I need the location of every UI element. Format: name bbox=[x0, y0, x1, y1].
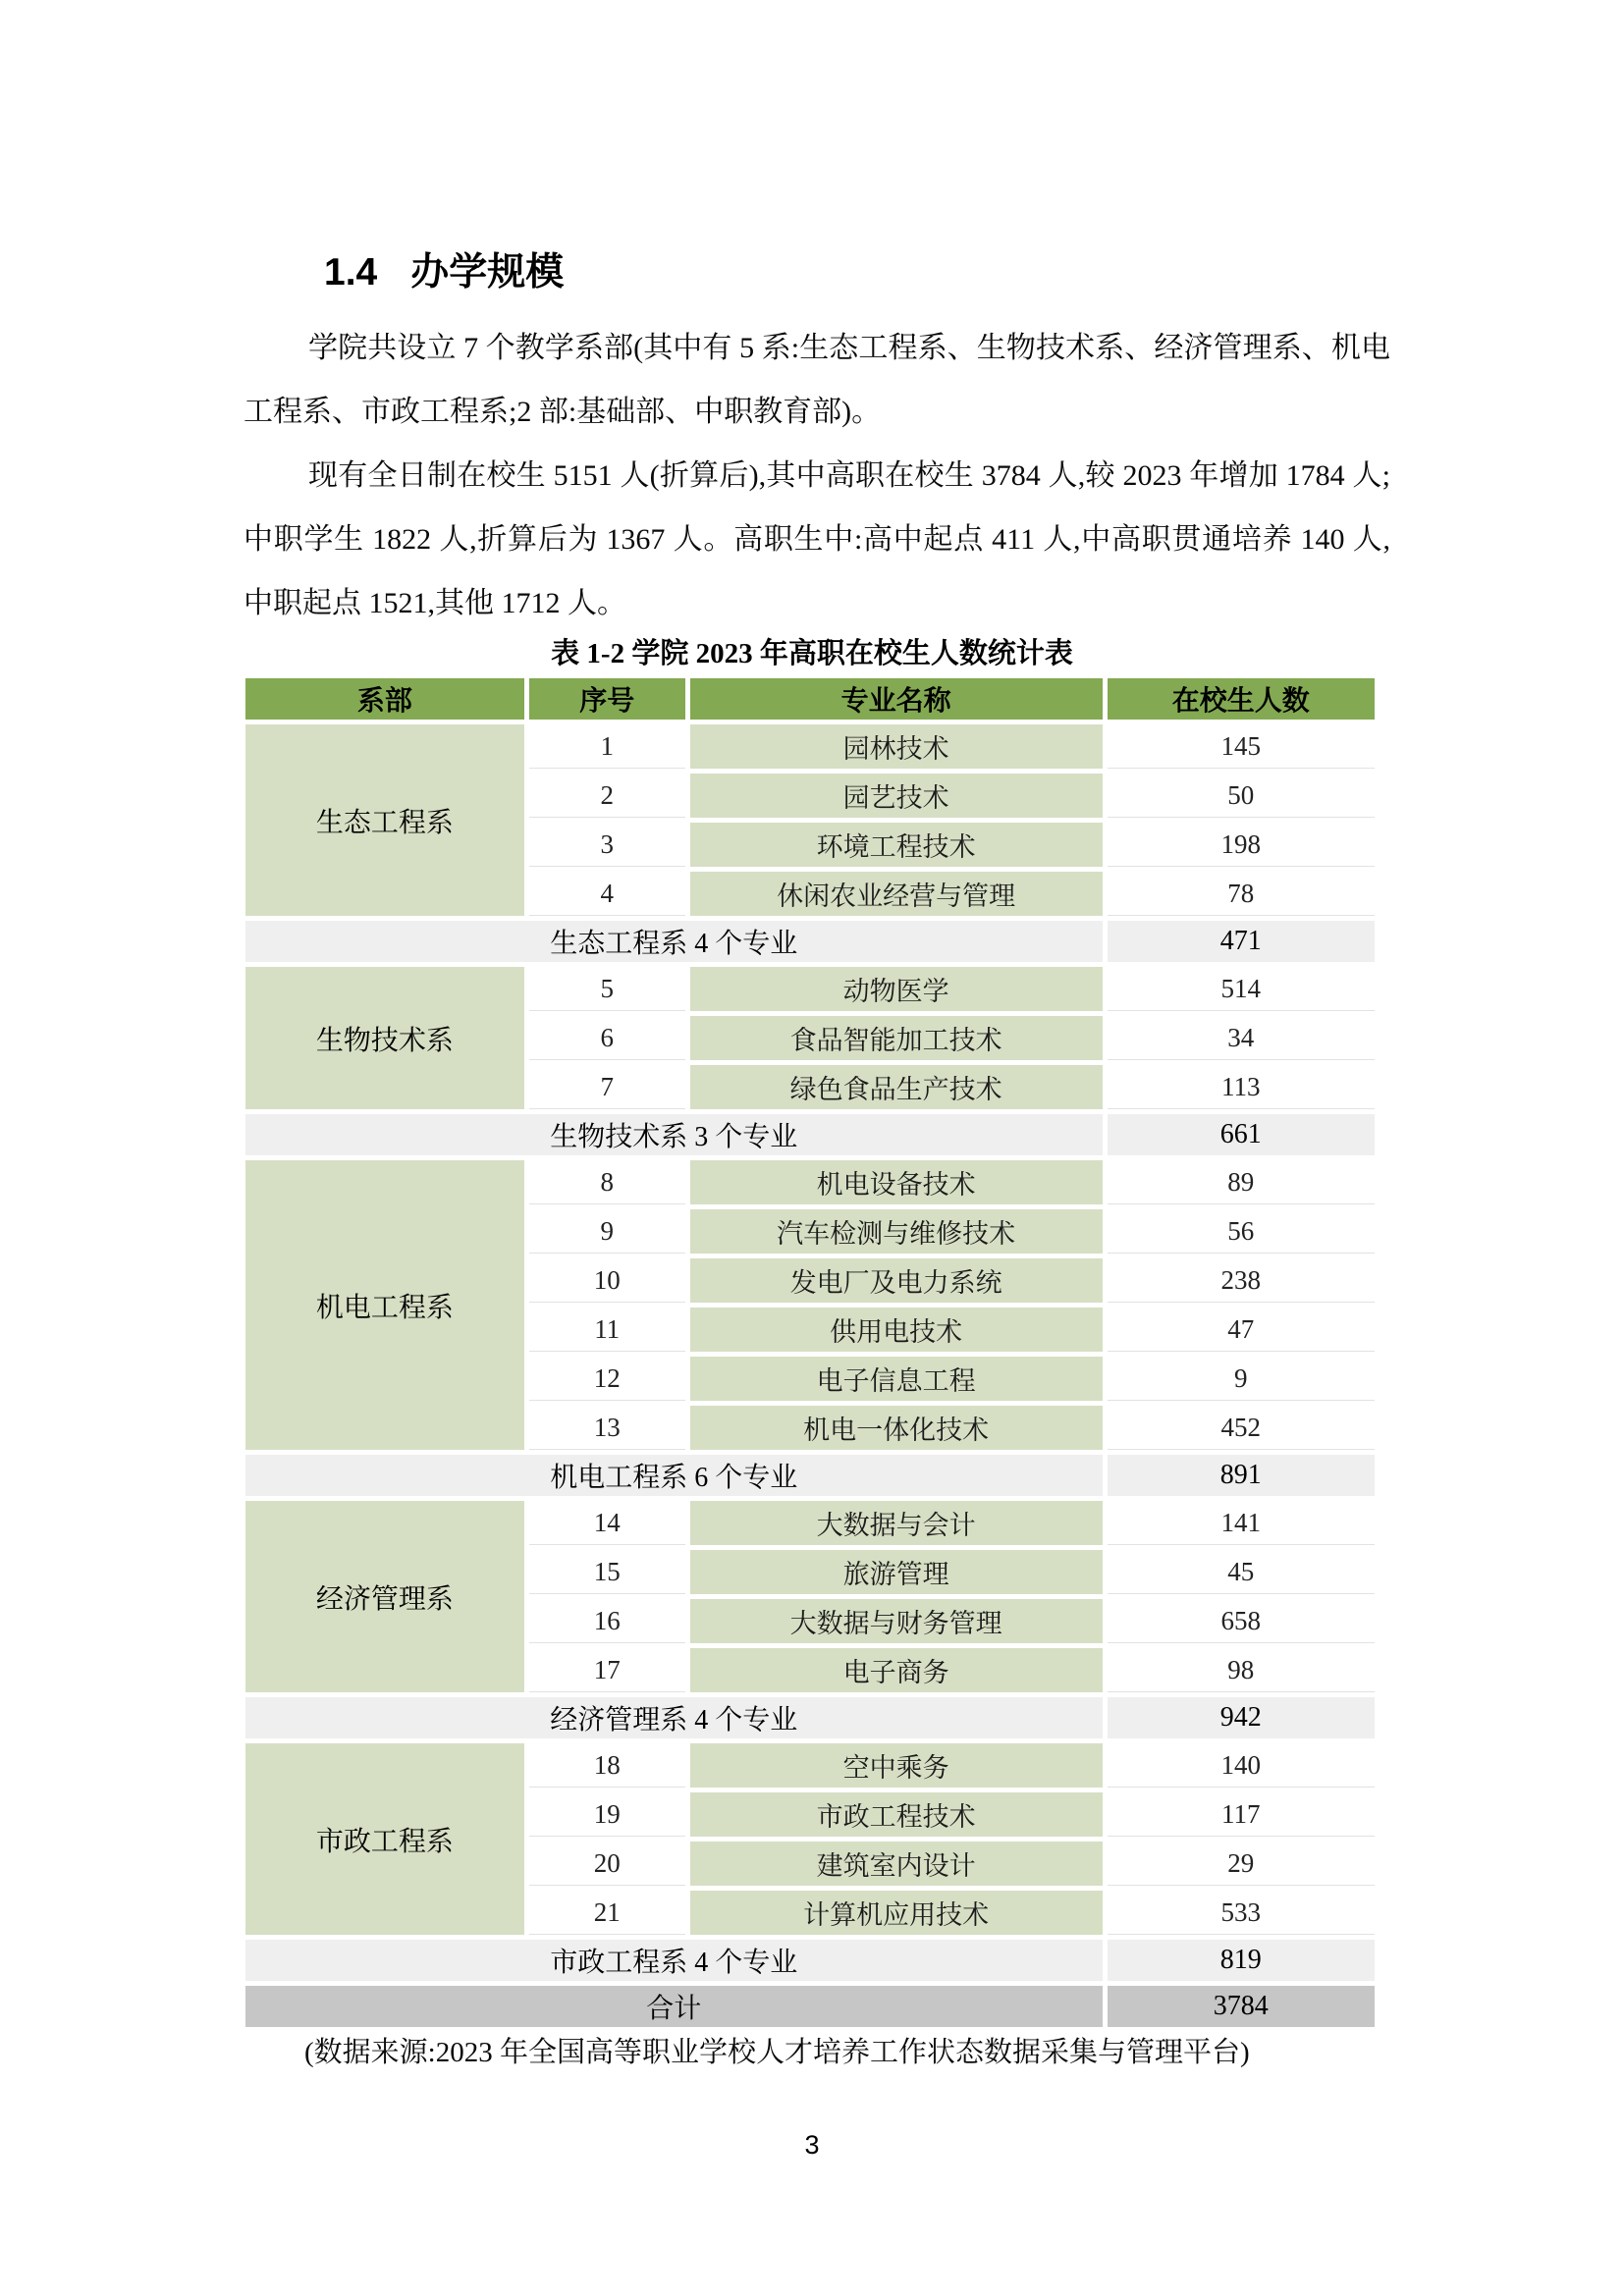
total-value-cell: 3784 bbox=[1108, 1986, 1375, 2027]
subtotal-label-cell: 生态工程系 4 个专业 bbox=[245, 921, 1103, 962]
header-cell-major: 专业名称 bbox=[690, 678, 1103, 720]
section-number: 1.4 bbox=[324, 251, 378, 294]
table-caption: 表 1-2 学院 2023 年高职在校生人数统计表 bbox=[551, 638, 1073, 669]
enrollment-count-cell: 50 bbox=[1108, 774, 1375, 818]
table-row bbox=[245, 967, 1375, 1011]
enrollment-count-cell: 113 bbox=[1108, 1065, 1375, 1109]
subtotal-value-cell: 891 bbox=[1108, 1455, 1375, 1496]
major-name-cell: 供用电技术 bbox=[690, 1308, 1103, 1352]
enrollment-count-cell: 89 bbox=[1108, 1160, 1375, 1204]
major-name-cell: 计算机应用技术 bbox=[690, 1891, 1103, 1935]
row-number-cell: 6 bbox=[529, 1016, 685, 1060]
paragraph-enrollment: 现有全日制在校生 5151 人(折算后),其中高职在校生 3784 人,较 2023 年增加 1784 人;中职学生 1822 人,折算后为 1367 人。高职生中:高中起点 411 人,中高职贯通培养 140 人,中职起点 1521,其他 1712 人。 bbox=[244, 459, 1390, 619]
header-cell-department: 系部 bbox=[245, 678, 524, 720]
table-row bbox=[245, 1160, 1375, 1204]
department-cell: 生态工程系 bbox=[245, 724, 524, 916]
department-cell: 机电工程系 bbox=[245, 1160, 524, 1450]
total-label-cell: 合计 bbox=[245, 1986, 1103, 2027]
major-name-cell: 绿色食品生产技术 bbox=[690, 1065, 1103, 1109]
enrollment-count-cell: 141 bbox=[1108, 1501, 1375, 1545]
paragraph-departments: 学院共设立 7 个教学系部(其中有 5 系:生态工程系、生物技术系、经济管理系、机电工程系、市政工程系;2 部:基础部、中职教育部)。 bbox=[244, 332, 1390, 428]
major-name-cell: 电子商务 bbox=[690, 1648, 1103, 1692]
major-name-cell: 大数据与会计 bbox=[690, 1501, 1103, 1545]
enrollment-count-cell: 34 bbox=[1108, 1016, 1375, 1060]
enrollment-count-cell: 198 bbox=[1108, 823, 1375, 867]
department-cell: 市政工程系 bbox=[245, 1743, 524, 1935]
row-number-cell: 5 bbox=[529, 967, 685, 1011]
enrollment-count-cell: 29 bbox=[1108, 1842, 1375, 1886]
row-number-cell: 2 bbox=[529, 774, 685, 818]
enrollment-count-cell: 117 bbox=[1108, 1792, 1375, 1837]
data-source-note: (数据来源:2023 年全国高等职业学校人才培养工作状态数据采集与管理平台) bbox=[304, 2037, 1250, 2068]
major-name-cell: 机电设备技术 bbox=[690, 1160, 1103, 1204]
subtotal-value-cell: 661 bbox=[1108, 1114, 1375, 1155]
subtotal-label-cell: 机电工程系 6 个专业 bbox=[245, 1455, 1103, 1496]
major-name-cell: 发电厂及电力系统 bbox=[690, 1258, 1103, 1303]
major-name-cell: 食品智能加工技术 bbox=[690, 1016, 1103, 1060]
major-name-cell: 机电一体化技术 bbox=[690, 1406, 1103, 1450]
row-number-cell: 12 bbox=[529, 1357, 685, 1401]
subtotal-row bbox=[245, 921, 1375, 962]
enrollment-count-cell: 98 bbox=[1108, 1648, 1375, 1692]
row-number-cell: 14 bbox=[529, 1501, 685, 1545]
page-number: 3 bbox=[804, 2130, 820, 2160]
row-number-cell: 15 bbox=[529, 1550, 685, 1594]
enrollment-count-cell: 47 bbox=[1108, 1308, 1375, 1352]
row-number-cell: 7 bbox=[529, 1065, 685, 1109]
enrollment-count-cell: 45 bbox=[1108, 1550, 1375, 1594]
section-heading bbox=[324, 249, 564, 296]
row-number-cell: 4 bbox=[529, 872, 685, 916]
table-body bbox=[245, 724, 1375, 2027]
enrollment-count-cell: 238 bbox=[1108, 1258, 1375, 1303]
enrollment-count-cell: 78 bbox=[1108, 872, 1375, 916]
major-name-cell: 环境工程技术 bbox=[690, 823, 1103, 867]
subtotal-label-cell: 生物技术系 3 个专业 bbox=[245, 1114, 1103, 1155]
header-cell-index: 序号 bbox=[529, 678, 685, 720]
enrollment-count-cell: 452 bbox=[1108, 1406, 1375, 1450]
enrollment-count-cell: 9 bbox=[1108, 1357, 1375, 1401]
subtotal-label-cell: 市政工程系 4 个专业 bbox=[245, 1940, 1103, 1981]
row-number-cell: 13 bbox=[529, 1406, 685, 1450]
section-title: 办学规模 bbox=[410, 251, 565, 294]
subtotal-row bbox=[245, 1114, 1375, 1155]
subtotal-row bbox=[245, 1940, 1375, 1981]
table-row bbox=[245, 1743, 1375, 1788]
major-name-cell: 空中乘务 bbox=[690, 1743, 1103, 1788]
major-name-cell: 电子信息工程 bbox=[690, 1357, 1103, 1401]
enrollment-count-cell: 56 bbox=[1108, 1209, 1375, 1254]
enrollment-count-cell: 658 bbox=[1108, 1599, 1375, 1643]
subtotal-row bbox=[245, 1697, 1375, 1738]
header-cell-count: 在校生人数 bbox=[1108, 678, 1375, 720]
major-name-cell: 动物医学 bbox=[690, 967, 1103, 1011]
table-row bbox=[245, 724, 1375, 769]
major-name-cell: 旅游管理 bbox=[690, 1550, 1103, 1594]
row-number-cell: 19 bbox=[529, 1792, 685, 1837]
major-name-cell: 汽车检测与维修技术 bbox=[690, 1209, 1103, 1254]
table-header-row bbox=[245, 678, 1375, 720]
major-name-cell: 大数据与财务管理 bbox=[690, 1599, 1103, 1643]
row-number-cell: 16 bbox=[529, 1599, 685, 1643]
enrollment-count-cell: 514 bbox=[1108, 967, 1375, 1011]
row-number-cell: 20 bbox=[529, 1842, 685, 1886]
row-number-cell: 9 bbox=[529, 1209, 685, 1254]
enrollment-table bbox=[241, 673, 1380, 2032]
row-number-cell: 11 bbox=[529, 1308, 685, 1352]
subtotal-row bbox=[245, 1455, 1375, 1496]
enrollment-count-cell: 533 bbox=[1108, 1891, 1375, 1935]
total-row bbox=[245, 1986, 1375, 2027]
major-name-cell: 市政工程技术 bbox=[690, 1792, 1103, 1837]
department-cell: 生物技术系 bbox=[245, 967, 524, 1109]
subtotal-value-cell: 942 bbox=[1108, 1697, 1375, 1738]
major-name-cell: 园艺技术 bbox=[690, 774, 1103, 818]
table-row bbox=[245, 1501, 1375, 1545]
major-name-cell: 园林技术 bbox=[690, 724, 1103, 769]
row-number-cell: 1 bbox=[529, 724, 685, 769]
enrollment-count-cell: 140 bbox=[1108, 1743, 1375, 1788]
major-name-cell: 休闲农业经营与管理 bbox=[690, 872, 1103, 916]
subtotal-value-cell: 819 bbox=[1108, 1940, 1375, 1981]
row-number-cell: 18 bbox=[529, 1743, 685, 1788]
row-number-cell: 10 bbox=[529, 1258, 685, 1303]
subtotal-value-cell: 471 bbox=[1108, 921, 1375, 962]
row-number-cell: 21 bbox=[529, 1891, 685, 1935]
table-head bbox=[245, 678, 1375, 720]
enrollment-count-cell: 145 bbox=[1108, 724, 1375, 769]
row-number-cell: 8 bbox=[529, 1160, 685, 1204]
subtotal-label-cell: 经济管理系 4 个专业 bbox=[245, 1697, 1103, 1738]
row-number-cell: 17 bbox=[529, 1648, 685, 1692]
row-number-cell: 3 bbox=[529, 823, 685, 867]
department-cell: 经济管理系 bbox=[245, 1501, 524, 1692]
major-name-cell: 建筑室内设计 bbox=[690, 1842, 1103, 1886]
